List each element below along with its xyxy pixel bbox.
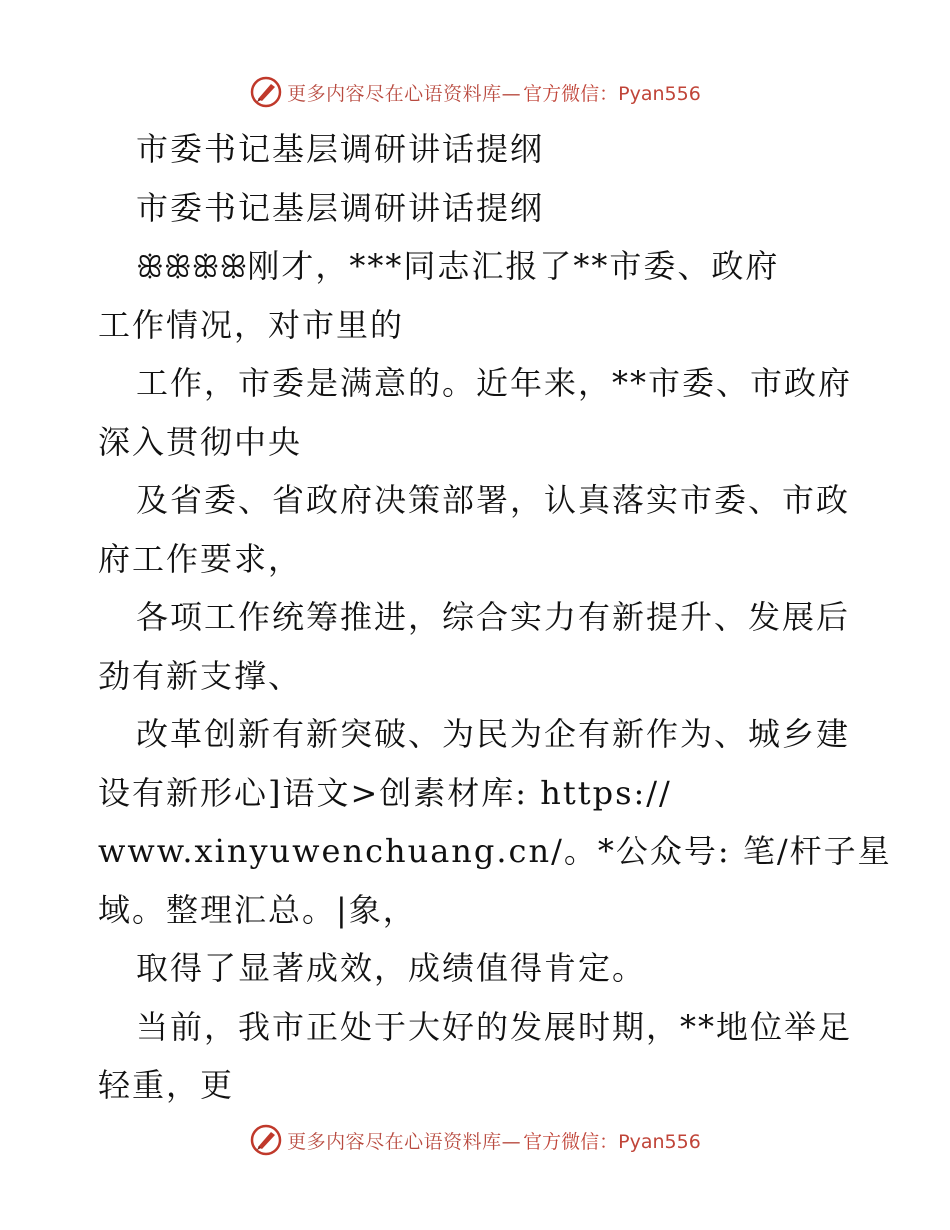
doc-line: 当前，我市正处于大好的发展时期，**地位举足	[136, 1007, 853, 1046]
watermark-footer	[0, 1120, 950, 1160]
ornament-icon: ꕥꕥꕥꕥ	[136, 250, 248, 285]
doc-line: 府工作要求，	[98, 539, 303, 578]
watermark-header	[0, 72, 950, 112]
doc-line: 轻重，更	[98, 1066, 235, 1104]
doc-line: 设有新形心]语文>创素材库: https://	[98, 773, 672, 812]
doc-line: 市委书记基层调研讲话提纲	[136, 130, 545, 168]
doc-line: 及省委、省政府决策部署，认真落实市委、市政	[136, 481, 851, 519]
document-body	[98, 120, 892, 1115]
watermark-text: 更多内容尽在心语资料库—	[287, 1130, 522, 1153]
doc-line: 劲有新支撑、	[98, 656, 303, 695]
doc-line: 取得了显著成效，成绩值得肯定。	[136, 949, 647, 987]
doc-line: ꕥꕥꕥꕥ刚才，***同志汇报了**市委、政府	[136, 247, 780, 285]
brush-logo-icon	[249, 1123, 283, 1157]
watermark-wechat: 官方微信：Pyan556	[523, 82, 701, 105]
doc-line: 工作，市委是满意的。近年来，**市委、市政府	[136, 364, 853, 402]
doc-line: 市委书记基层调研讲话提纲	[136, 188, 545, 227]
doc-line: www.xinyuwenchuang.cn/。*公众号: 笔/杆子星	[98, 832, 892, 870]
watermark-wechat: 官方微信：Pyan556	[523, 1130, 701, 1153]
doc-line: 各项工作统筹推进，综合实力有新提升、发展后	[136, 598, 851, 636]
brush-logo-icon	[249, 75, 283, 109]
doc-line: 域。整理汇总。|象，	[98, 890, 417, 929]
doc-line: 深入贯彻中央	[98, 422, 303, 461]
watermark-text: 更多内容尽在心语资料库—	[287, 82, 522, 105]
doc-line: 工作情况，对市里的	[98, 305, 405, 344]
doc-line: 改革创新有新突破、为民为企有新作为、城乡建	[136, 715, 851, 753]
